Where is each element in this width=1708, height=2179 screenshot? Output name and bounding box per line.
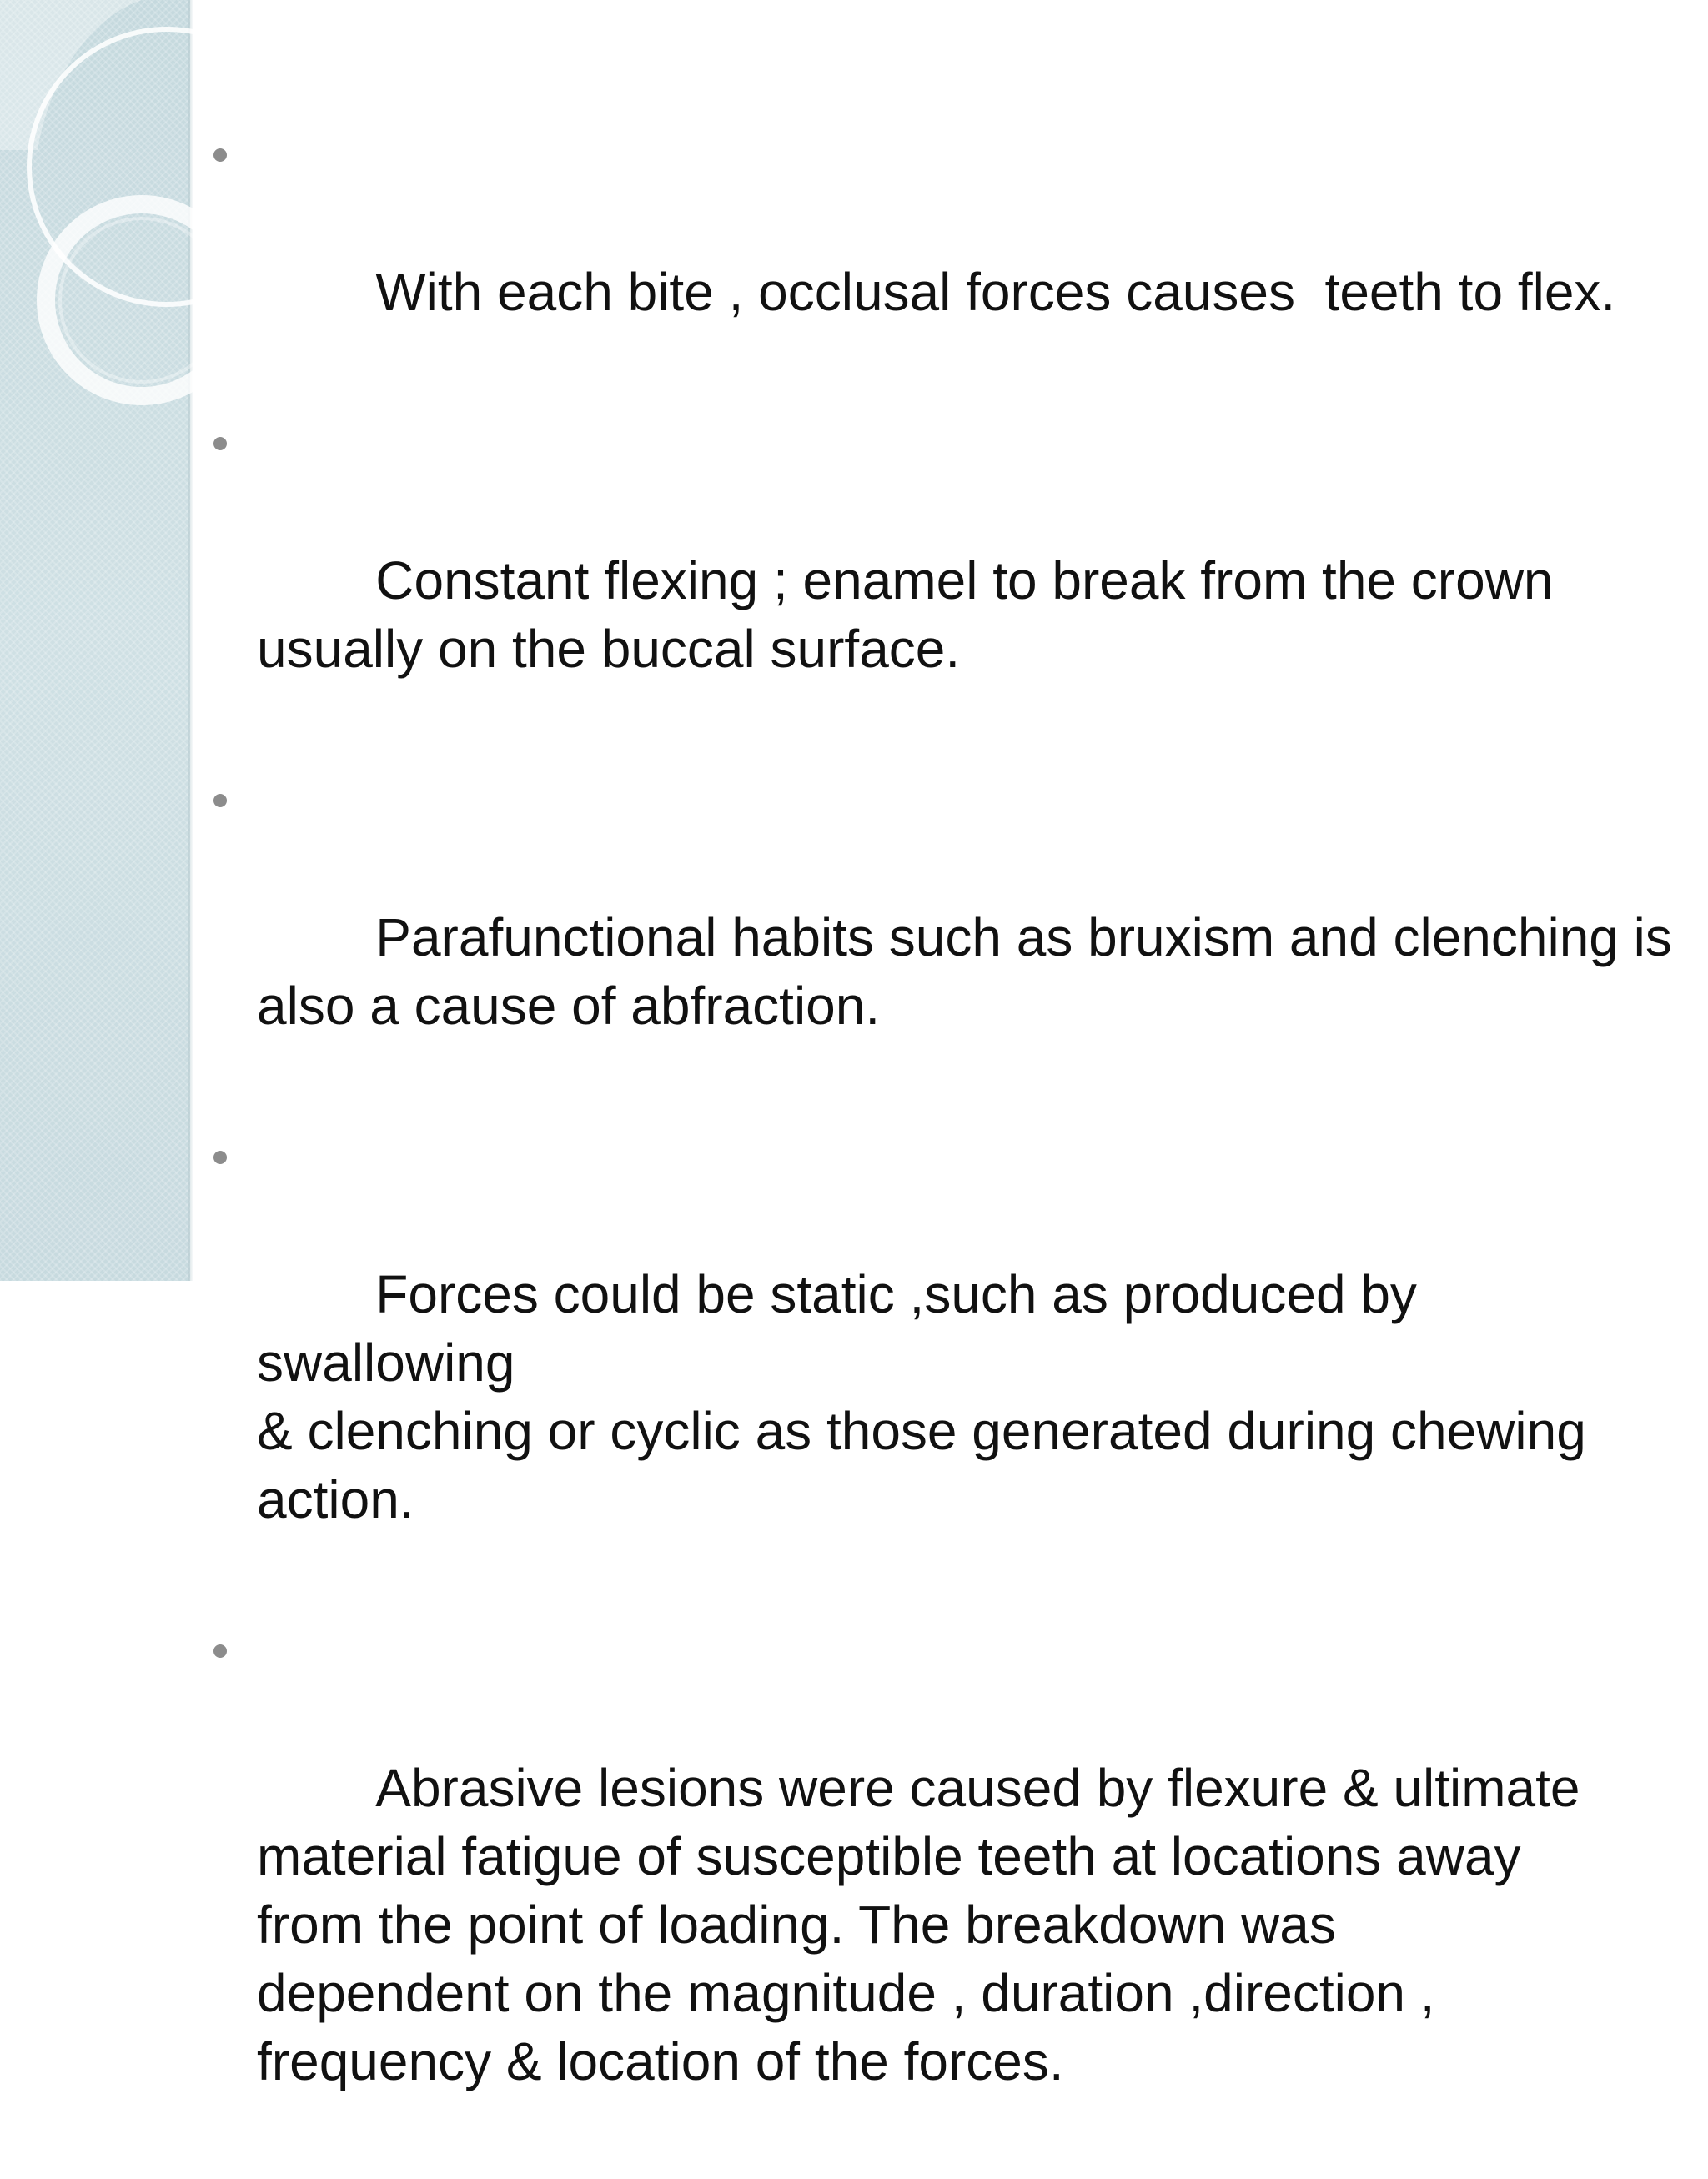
bullet-dot-icon <box>214 1644 227 1658</box>
bullet-text: Constant flexing ; enamel to break from the crown usually on the buccal surface. <box>257 550 1554 679</box>
top-corner-shape <box>0 0 142 150</box>
bullet-text: Abrasive lesions were caused by flexure & ultimate material fatigue of susceptible teeth at locations away from the point of loading. The breakdown was dependent on the magnitude , duration ,direction , frequency & location of the forces. <box>257 1758 1580 2091</box>
bullet-item <box>200 409 1685 751</box>
bullet-dot-icon <box>214 437 227 450</box>
bullet-text: Forces could be static ,such as produced by swallowing & clenching or cyclic as those generated during chewing action. <box>257 1264 1586 1529</box>
bullet-text: With each bite , occlusal forces causes teeth to flex. <box>375 262 1616 322</box>
bullet-item <box>200 766 1685 1108</box>
bullet-item <box>200 1617 1685 2164</box>
decorative-circles <box>0 0 200 434</box>
slide-content <box>200 121 1685 2179</box>
bullet-dot-icon <box>214 1151 227 1164</box>
bullet-dot-icon <box>214 794 227 807</box>
bullet-text: Parafunctional habits such as bruxism and clenching is also a cause of abfraction. <box>257 907 1672 1036</box>
bullet-dot-icon <box>214 148 227 162</box>
bullet-item <box>200 1123 1685 1602</box>
bullet-item <box>200 121 1685 394</box>
bullet-list <box>200 121 1685 2164</box>
